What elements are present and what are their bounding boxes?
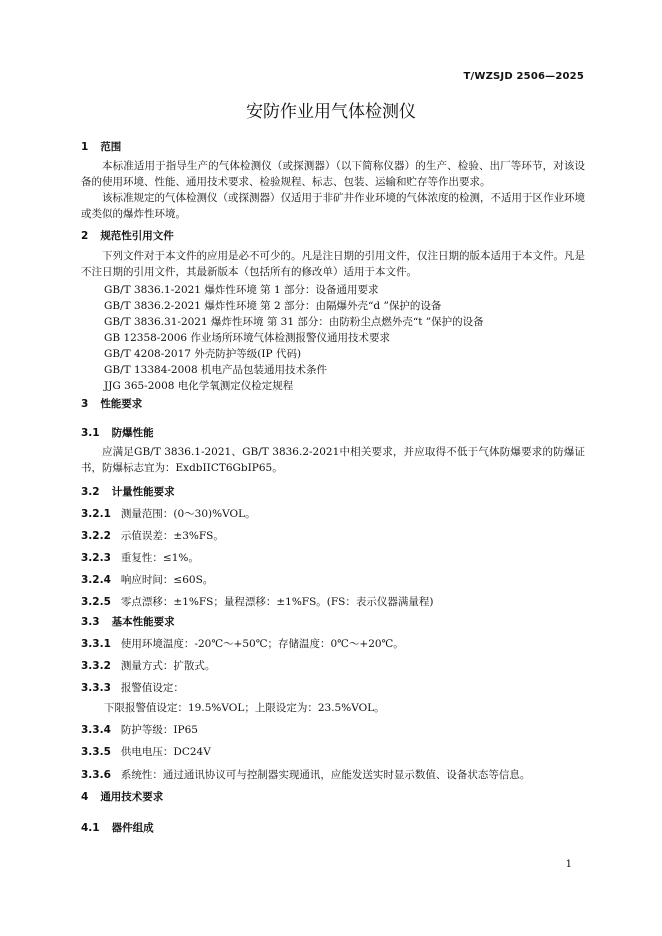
reference-item: GB/T 13384-2008 机电产品包装通用技术条件 [104,364,327,376]
section-2-heading [81,228,174,243]
section-3-3-heading [81,614,175,629]
clause-3-3-4 [81,722,198,737]
reference-item: GB 12358-2006 作业场所环境气体检测报警仪通用技术要求 [104,332,390,344]
clause-text: 测量方式：扩散式。 [120,660,216,672]
clause-number: 3.2.4 [81,574,111,586]
section-number: 1 [81,141,89,153]
clause-number: 3.3.5 [81,746,111,758]
clause-number: 3.3.4 [81,724,111,736]
clause-text: 防护等级：IP65 [120,724,198,736]
section-1-paragraph-2: 该标准规定的气体检测仪（或探测器）仅适用于非矿井作业环境的气体浓度的检测，不适用于区作业环境或类似的爆炸性环境。 [81,192,585,220]
clause-number: 3.3.1 [81,638,111,650]
clause-3-2-3 [81,550,199,565]
clause-text: 零点漂移：±1%FS；量程漂移：±1%FS。(FS：表示仪器满量程) [120,596,434,608]
clause-text: 示值误差：±3%FS。 [120,530,224,542]
section-title: 性能要求 [100,398,143,410]
clause-number: 3.2.2 [81,530,111,542]
clause-text: 使用环境温度：-20℃～+50℃；存储温度：0℃～+20℃。 [120,638,404,650]
section-1-heading [81,139,121,154]
reference-item: GB/T 4208-2017 外壳防护等级(IP 代码) [104,348,302,360]
section-number: 3.1 [81,427,100,439]
clause-text: 报警值设定： [120,682,184,694]
clause-3-3-3 [81,680,184,695]
clause-text: 系统性：通过通讯协议可与控制器实现通讯，应能发送实时显示数值、设备状态等信息。 [120,769,531,781]
alarm-setting-text: 下限报警值设定：19.5%VOL；上限设定为：23.5%VOL。 [104,702,385,714]
clause-number: 3.2.5 [81,596,111,608]
clause-3-2-4 [81,572,213,587]
section-number: 3 [81,398,89,410]
section-title: 计量性能要求 [111,486,175,498]
section-3-1-heading [81,425,154,440]
document-code: T/WZSJD 2506—2025 [463,71,584,82]
section-title: 通用技术要求 [100,791,164,803]
section-title: 范围 [100,141,122,153]
clause-3-2-1 [81,506,256,521]
section-title: 防爆性能 [111,427,154,439]
clause-text: 测量范围：(0～30)%VOL。 [120,508,256,520]
section-number: 4 [81,791,89,803]
section-3-heading [81,396,142,411]
reference-item: GB/T 3836.1-2021 爆炸性环境 第 1 部分：设备通用要求 [104,284,379,296]
section-number: 4.1 [81,822,100,834]
clause-3-2-5 [81,594,433,609]
section-4-heading [81,789,163,804]
section-1-paragraph-1: 本标准适用于指导生产的气体检测仪（或探测器）（以下简称仪器）的生产、检验、出厂等环节，对该设备的使用环境、性能、通用技术要求、检验规程、标志、包装、运输和贮存等作出要求。 [81,160,585,188]
section-number: 3.2 [81,486,100,498]
page-number: 1 [565,859,572,870]
clause-number: 3.3.6 [81,769,111,781]
section-number: 2 [81,230,89,242]
clause-number: 3.3.3 [81,682,111,694]
clause-3-3-2 [81,658,215,673]
clause-number: 3.2.1 [81,508,111,520]
clause-3-3-5 [81,744,211,759]
clause-3-2-2 [81,528,224,543]
section-number: 3.3 [81,616,100,628]
clause-text: 重复性：≤1%。 [120,552,199,564]
clause-text: 响应时间：≤60S。 [120,574,214,586]
reference-item: GB/T 3836.2-2021 爆炸性环境 第 2 部分：由隔爆外壳“d ”保护的设备 [104,300,442,312]
clause-number: 3.2.3 [81,552,111,564]
clause-3-3-1 [81,636,404,651]
reference-item: JJG 365-2008 电化学氧测定仪检定规程 [104,380,294,392]
section-3-1-paragraph: 应满足GB/T 3836.1-2021、GB/T 3836.2-2021中相关要求，并应取得不低于气体防爆要求的防爆证书，防爆标志宜为：ExdbIICT6GbIP65。 [81,446,585,474]
clause-3-3-6 [81,767,530,782]
section-3-2-heading [81,484,175,499]
clause-text: 供电电压：DC24V [120,746,211,758]
document-title: 安防作业用气体检测仪 [246,102,416,122]
section-title: 规范性引用文件 [100,230,174,242]
reference-item: GB/T 3836.31-2021 爆炸性环境 第 31 部分：由防粉尘点燃外壳“t ”保护的设备 [104,316,484,328]
section-2-paragraph: 下列文件对于本文件的应用是必不可少的。凡是注日期的引用文件，仅注日期的版本适用于本文件。凡是不注日期的引用文件，其最新版本（包括所有的修改单）适用于本文件。 [81,250,585,278]
section-4-1-heading [81,820,154,835]
clause-number: 3.3.2 [81,660,111,672]
section-title: 器件组成 [111,822,154,834]
section-title: 基本性能要求 [111,616,175,628]
